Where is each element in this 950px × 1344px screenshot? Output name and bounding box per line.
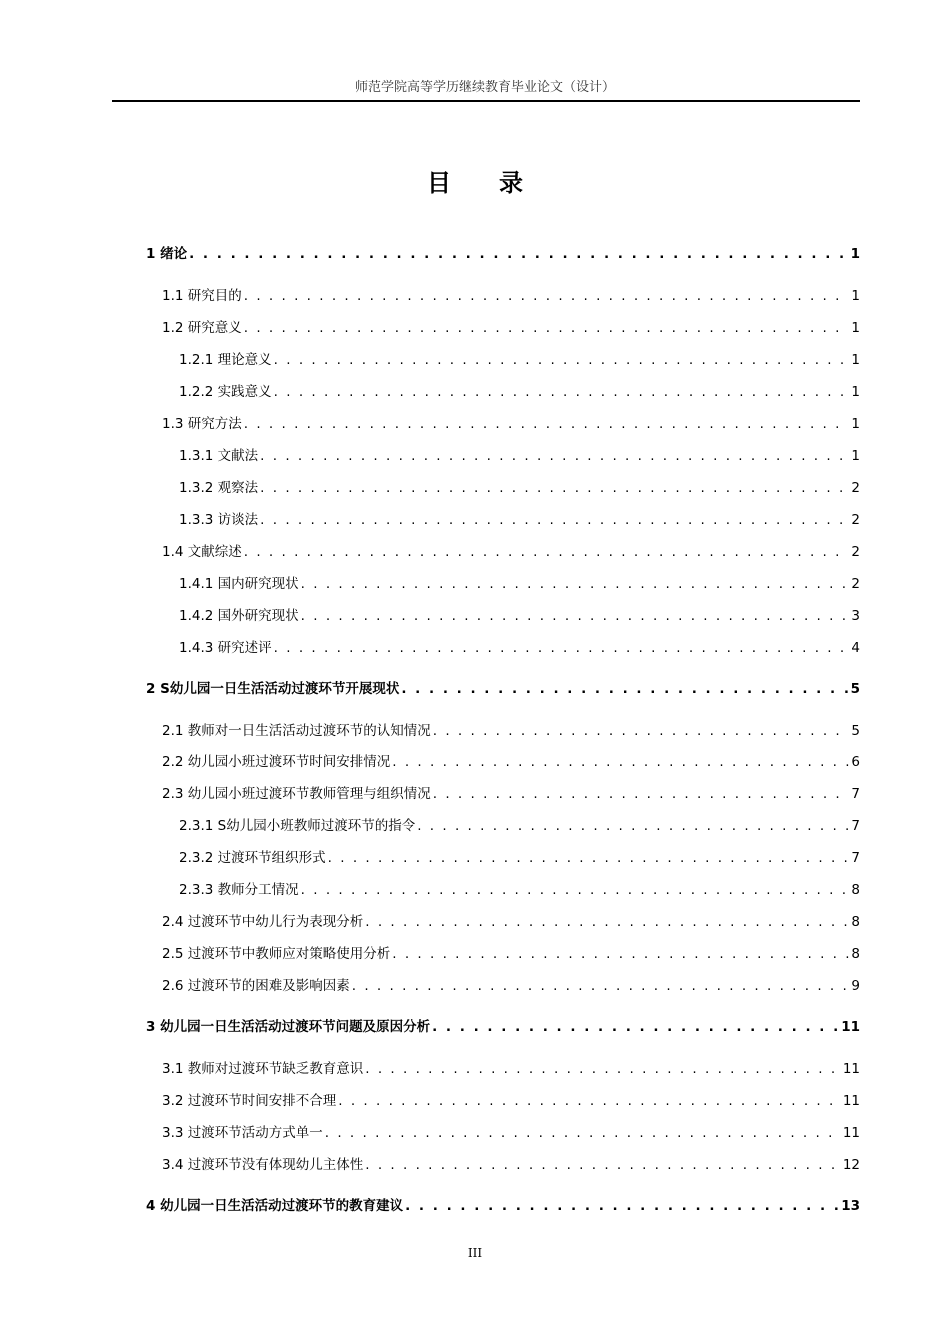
toc-entry-page: 1: [851, 320, 860, 336]
toc-entry: [179, 878, 860, 898]
toc-entry-page: 1: [851, 352, 860, 368]
toc-entry-label: 1.4.3 研究述评: [179, 640, 272, 656]
toc-entry: [146, 1015, 860, 1035]
toc-entry-label: 3.2 过渡环节时间安排不合理: [162, 1093, 337, 1109]
toc-entry-page: 1: [851, 288, 860, 304]
toc-entry-page: 7: [851, 786, 860, 802]
toc-leader-dots: [405, 1198, 839, 1214]
toc-entry-label: 1.4.1 国内研究现状: [179, 576, 299, 592]
toc-entry-page: 8: [851, 914, 860, 930]
toc-entry-page: 11: [842, 1093, 860, 1109]
toc-entry: [179, 476, 860, 496]
toc-entry-label: 1.3.2 观察法: [179, 480, 259, 496]
toc-entry-page: 1: [851, 416, 860, 432]
toc-entry-label: 2 S幼儿园一日生活活动过渡环节开展现状: [146, 681, 400, 697]
toc-entry: [162, 284, 860, 304]
toc-entry-label: 2.1 教师对一日生活活动过渡环节的认知情况: [162, 723, 431, 739]
toc-entry: [179, 604, 860, 624]
toc-entry-page: 11: [842, 1125, 860, 1141]
toc-entry: [162, 1153, 860, 1173]
toc-leader-dots: [392, 754, 849, 770]
toc-entry-page: 5: [850, 681, 860, 697]
toc-entry-page: 1: [851, 448, 860, 464]
toc-entry-label: 3.4 过渡环节没有体现幼儿主体性: [162, 1157, 364, 1173]
toc-leader-dots: [244, 288, 850, 304]
toc-entry-page: 5: [851, 723, 860, 739]
toc-entry: [162, 942, 860, 962]
toc-leader-dots: [401, 681, 848, 697]
toc-leader-dots: [244, 416, 850, 432]
toc-entry: [162, 782, 860, 802]
toc-entry-label: 2.3.2 过渡环节组织形式: [179, 850, 326, 866]
toc-leader-dots: [325, 1125, 841, 1141]
toc-entry-label: 1.2.1 理论意义: [179, 352, 272, 368]
toc-entry-page: 2: [851, 576, 860, 592]
toc-entry-label: 1.4.2 国外研究现状: [179, 608, 299, 624]
toc-entry-page: 11: [842, 1061, 860, 1077]
toc-leader-dots: [365, 1061, 841, 1077]
toc-entry-label: 1.3.3 访谈法: [179, 512, 259, 528]
toc-entry-page: 2: [851, 512, 860, 528]
toc-entry-page: 2: [851, 544, 860, 560]
toc-leader-dots: [352, 978, 850, 994]
toc-leader-dots: [301, 608, 850, 624]
toc-leader-dots: [432, 1019, 839, 1035]
toc-entry-page: 1: [850, 246, 860, 262]
toc-leader-dots: [260, 512, 849, 528]
toc-entry: [162, 412, 860, 432]
toc-entry-page: 13: [841, 1198, 860, 1214]
toc-entry-label: 1 绪论: [146, 246, 188, 262]
toc-leader-dots: [274, 384, 850, 400]
toc-leader-dots: [365, 1157, 841, 1173]
toc-entry-label: 4 幼儿园一日生活活动过渡环节的教育建议: [146, 1198, 404, 1214]
toc-entry: [179, 380, 860, 400]
toc-entry: [162, 1089, 860, 1109]
toc-entry-label: 2.3.1 S幼儿园小班教师过渡环节的指令: [179, 818, 416, 834]
toc-leader-dots: [433, 786, 850, 802]
toc-entry: [179, 572, 860, 592]
toc-title: 目录: [427, 169, 571, 197]
toc-entry-label: 1.3.1 文献法: [179, 448, 259, 464]
toc-entry: [162, 1057, 860, 1077]
page-number: III: [467, 1246, 483, 1260]
toc-entry: [146, 242, 860, 262]
toc-entry: [179, 636, 860, 656]
toc-entry-label: 2.5 过渡环节中教师应对策略使用分析: [162, 946, 391, 962]
toc-entry: [162, 974, 860, 994]
toc-leader-dots: [301, 576, 850, 592]
toc-entry-label: 1.3 研究方法: [162, 416, 242, 432]
toc-entry-page: 3: [851, 608, 860, 624]
toc-entry-page: 6: [851, 754, 860, 770]
toc-entry-label: 1.2 研究意义: [162, 320, 242, 336]
toc-entry-label: 2.2 幼儿园小班过渡环节时间安排情况: [162, 754, 391, 770]
toc-entry-page: 11: [841, 1019, 860, 1035]
toc-entry: [179, 348, 860, 368]
toc-entry-label: 1.2.2 实践意义: [179, 384, 272, 400]
toc-entry: [179, 846, 860, 866]
toc-leader-dots: [338, 1093, 841, 1109]
toc-leader-dots: [244, 544, 850, 560]
toc-entry-page: 7: [851, 850, 860, 866]
toc-entry: [162, 1121, 860, 1141]
toc-leader-dots: [433, 723, 850, 739]
toc-entry: [162, 719, 860, 739]
toc-entry-page: 1: [851, 384, 860, 400]
toc-entry: [162, 540, 860, 560]
toc-entry-page: 9: [851, 978, 860, 994]
toc-entry: [179, 444, 860, 464]
toc-entry-label: 2.3.3 教师分工情况: [179, 882, 299, 898]
toc-entry: [146, 1194, 860, 1214]
running-header: 师范学院高等学历继续教育毕业论文（设计）: [354, 80, 615, 95]
toc-leader-dots: [328, 850, 850, 866]
toc-entry-label: 2.4 过渡环节中幼儿行为表现分析: [162, 914, 364, 930]
toc-entry: [179, 508, 860, 528]
toc-leader-dots: [189, 246, 849, 262]
toc-leader-dots: [260, 448, 849, 464]
toc-leader-dots: [274, 640, 850, 656]
toc-entry: [162, 910, 860, 930]
toc-leader-dots: [260, 480, 849, 496]
toc-entry-page: 8: [851, 882, 860, 898]
toc-leader-dots: [244, 320, 850, 336]
toc-entry: [162, 750, 860, 770]
toc-entry-label: 2.6 过渡环节的困难及影响因素: [162, 978, 350, 994]
toc-entry-label: 1.1 研究目的: [162, 288, 242, 304]
toc-entry-label: 3.3 过渡环节活动方式单一: [162, 1125, 323, 1141]
toc-leader-dots: [301, 882, 850, 898]
toc-leader-dots: [274, 352, 850, 368]
toc-entry-label: 1.4 文献综述: [162, 544, 242, 560]
toc-entry-label: 2.3 幼儿园小班过渡环节教师管理与组织情况: [162, 786, 431, 802]
toc-entry-label: 3.1 教师对过渡环节缺乏教育意识: [162, 1061, 364, 1077]
toc-entry-page: 2: [851, 480, 860, 496]
toc-entry-page: 12: [842, 1157, 860, 1173]
toc-entry-label: 3 幼儿园一日生活活动过渡环节问题及原因分析: [146, 1019, 431, 1035]
toc-entry: [179, 814, 860, 834]
toc-leader-dots: [365, 914, 849, 930]
toc-entry-page: 4: [851, 640, 860, 656]
toc-leader-dots: [417, 818, 849, 834]
toc-entry-page: 8: [851, 946, 860, 962]
toc-entry: [146, 677, 860, 697]
toc-entry: [162, 316, 860, 336]
toc-leader-dots: [392, 946, 849, 962]
toc-entry-page: 7: [851, 818, 860, 834]
